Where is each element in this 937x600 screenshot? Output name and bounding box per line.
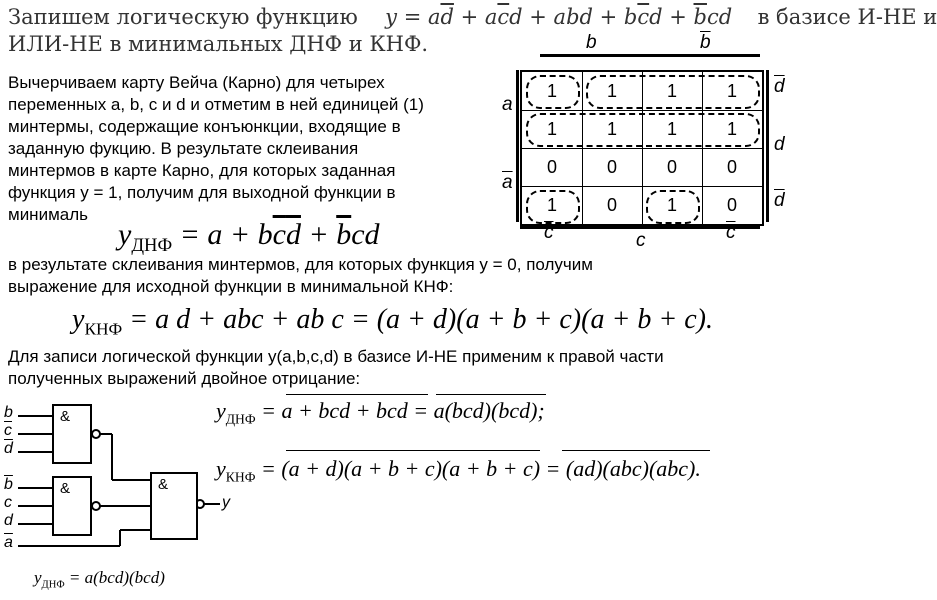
caption-sub: ДНФ: [41, 579, 65, 591]
formula-t3b: d +: [649, 5, 694, 29]
kmap-bar-a: [516, 70, 519, 146]
kmap-label-d-not: $\overline{d}$: [774, 76, 785, 97]
karnaugh-map: [500, 30, 800, 260]
formula-eq: = a: [397, 5, 441, 29]
formula-t4: $\overline{b}$: [693, 5, 707, 29]
output-y: y: [222, 494, 230, 511]
input-b-not: $\overline{b}$: [4, 476, 13, 493]
kmap-cell: 0: [606, 194, 617, 215]
kmap-label-b: b: [586, 32, 597, 53]
knf-expr: = a d + abc + ab c = (a + d)(a + b + c)(a + b + c).: [122, 304, 713, 335]
kmap-cell: 0: [666, 156, 677, 177]
kmap-label-d-not-2: $\overline{d}$: [774, 190, 785, 211]
title-suffix: в базисе И-НЕ и: [757, 5, 937, 29]
dnf-d: $\overline{d}$: [285, 218, 301, 251]
gate-symbol: &: [158, 476, 169, 493]
kmap-cell: 1: [726, 118, 737, 139]
kmap-label-b-not: $\overline{b}$: [700, 32, 711, 53]
kmap-cell: 1: [546, 194, 557, 215]
overbar: [562, 450, 710, 451]
kmap-bar-b-not: [660, 54, 760, 57]
formula-t2: $\overline{c}$: [497, 5, 510, 29]
logic-circuit: [0, 398, 240, 598]
title-line-2: ИЛИ-НЕ в минимальных ДНФ и КНФ.: [8, 32, 429, 56]
overbar: [436, 394, 546, 395]
kmap-bar-d-not-2: [766, 184, 769, 222]
nand-gate-1: [52, 404, 92, 464]
nand-gate-3: [150, 472, 198, 540]
paragraph-3: [8, 346, 664, 390]
kmap-bar-d: [766, 108, 769, 184]
caption-lhs: y: [34, 568, 42, 587]
gate-symbol: &: [60, 408, 71, 425]
double-neg-knf: [216, 456, 701, 485]
dn-dnf-sub: ДНФ: [225, 411, 256, 427]
knf-lhs: y: [72, 304, 85, 335]
kmap-label-a: a: [502, 94, 513, 115]
knf-sub: КНФ: [84, 319, 123, 339]
kmap-cell: 1: [606, 80, 617, 101]
dnf-b: $\overline{b}$: [336, 218, 352, 251]
kmap-cell: 1: [546, 80, 557, 101]
circuit-caption: [34, 568, 165, 590]
kmap-cell: 1: [666, 194, 677, 215]
para1-line: минтермов в карте Карно, для которых заданная: [8, 161, 396, 180]
input-c: c: [4, 494, 12, 511]
kmap-cell: 1: [666, 80, 677, 101]
kmap-cell: 1: [546, 118, 557, 139]
formula-knf: [72, 304, 713, 340]
para1-line: функция y = 1, получим для выходной функции в: [8, 183, 396, 202]
para1-line: минималь: [8, 205, 88, 224]
dn-knf-sub: КНФ: [225, 469, 256, 485]
input-d-not: $\overline{d}$: [4, 440, 13, 457]
dnf-c: $\overline{c}$: [272, 218, 286, 251]
formula-t1: $\overline{d}$: [440, 5, 454, 29]
circuit-wires: [0, 398, 240, 568]
dn-dnf-lhs: y: [216, 398, 226, 423]
kmap-bar-a-not: [516, 146, 519, 222]
kmap-label-d: d: [774, 134, 785, 155]
para1-line: заданную фукцию. В результате склеивания: [8, 139, 359, 158]
input-d: d: [4, 512, 13, 529]
paragraph-1: [8, 72, 424, 226]
overbar: [286, 394, 428, 395]
kmap-cell: 1: [666, 118, 677, 139]
dnf-lhs: y: [118, 218, 132, 251]
nand-gate-2: [52, 476, 92, 536]
input-b: b: [4, 404, 13, 421]
dn-knf-expr: = (a + d)(a + b + c)(a + b + c) = (ad)(abc)(abc).: [255, 456, 701, 481]
kmap-cell: 0: [726, 156, 737, 177]
dnf-sub: ДНФ: [131, 235, 173, 256]
dnf-cd: cd: [351, 218, 380, 251]
paragraph-2: [8, 254, 593, 298]
para1-line: минтермы, содержащие конъюнкции, входящие в: [8, 117, 401, 136]
dnf-plus: +: [300, 218, 337, 251]
title-line-1: [8, 4, 937, 31]
double-neg-knf-wrap: [216, 456, 701, 485]
formula-t3: $\overline{c}$: [637, 5, 650, 29]
kmap-cell: 0: [546, 156, 557, 177]
input-a-not: $\overline{a}$: [4, 534, 13, 551]
formula-t4b: cd: [706, 5, 733, 29]
formula-dnf: [118, 218, 380, 257]
dn-knf-lhs: y: [216, 456, 226, 481]
dn-dnf-expr: = a + bcd + bcd = a(bcd)(bcd);: [255, 398, 545, 423]
para1-line: переменных a, b, c и d и отметим в ней единицей (1): [8, 95, 424, 114]
kmap-label-c: c: [636, 230, 646, 251]
para3-line: Для записи логической функции y(a,b,c,d) в базисе И-НЕ применим к правой части: [8, 347, 664, 366]
gate-symbol: &: [60, 480, 71, 497]
kmap-cell: 1: [606, 118, 617, 139]
kmap-bar-b: [540, 54, 660, 57]
para1-line: Вычерчиваем карту Вейча (Карно) для четырех: [8, 73, 385, 92]
para2-line: выражение для исходной функции в минимальной КНФ:: [8, 277, 454, 296]
para2-line: в результате склеивания минтермов, для которых функция y = 0, получим: [8, 255, 593, 274]
input-c-not: $\overline{c}$: [4, 422, 12, 439]
kmap-cell: 0: [606, 156, 617, 177]
dnf-prefix: = a + b: [172, 218, 273, 251]
double-neg-dnf: [216, 398, 545, 427]
kmap-label-c-not: $\overline{c}$: [544, 222, 554, 243]
title-prefix: Запишем логическую функцию: [8, 5, 358, 29]
overbar: [286, 450, 540, 451]
para3-line: полученных выражений двойное отрицание:: [8, 369, 361, 388]
kmap-label-a-not: $\overline{a}$: [502, 172, 513, 193]
kmap-cell: 0: [726, 194, 737, 215]
formula-plus1: + a: [453, 5, 498, 29]
caption-expr: = a(bcd)(bcd): [64, 568, 165, 587]
formula-t2b: d + abd + b: [509, 5, 638, 29]
formula-y: y: [385, 5, 398, 29]
kmap-bar-c: [580, 226, 700, 229]
kmap-grid: [520, 70, 764, 226]
kmap-label-c-not-2: $\overline{c}$: [726, 222, 736, 243]
kmap-cell: 1: [726, 80, 737, 101]
title-formula: [385, 5, 732, 29]
kmap-bar-d-not: [766, 70, 769, 108]
